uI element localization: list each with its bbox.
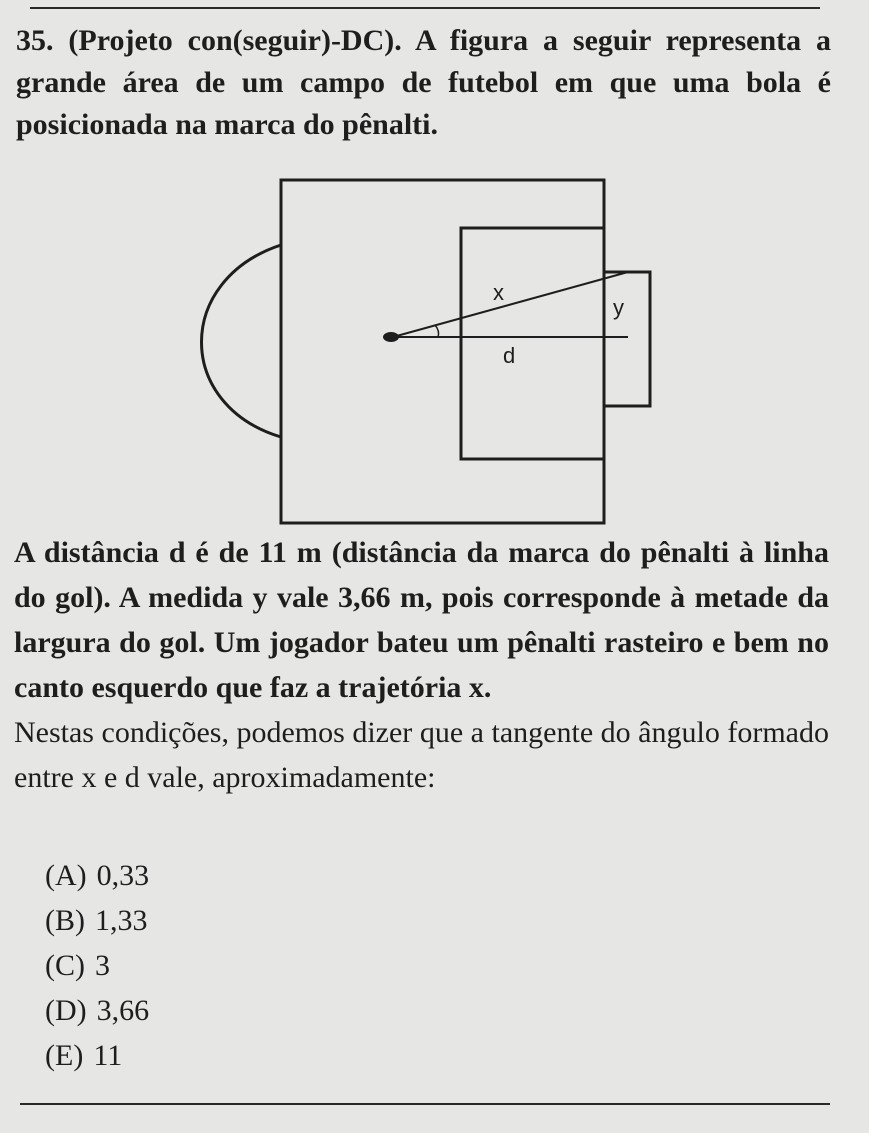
top-rule (30, 7, 820, 9)
option-value: 11 (93, 1039, 123, 1072)
penalty-area-figure (195, 175, 665, 535)
option-value: 0,33 (96, 859, 150, 892)
bottom-rule (20, 1103, 830, 1105)
option-letter: (D) (45, 994, 87, 1027)
question-header (16, 20, 831, 146)
option-letter: (A) (45, 859, 87, 892)
option-b[interactable] (45, 898, 149, 943)
question-header-text: 35. (Projeto con(seguir)-DC). A figura a seguir representa a grande área de um campo de futebol em que uma bola é posicionada na marca do pênalti. (16, 24, 831, 141)
option-value: 3 (95, 949, 110, 982)
answer-options (45, 853, 149, 1078)
option-value: 3,66 (96, 994, 150, 1027)
penalty-area-diagram (195, 175, 665, 535)
angle-arc (435, 325, 439, 337)
option-letter: (B) (45, 904, 85, 937)
paragraph-1: A distância d é de 11 m (distância da marca do pênalti à linha do gol). A medida y vale 3,66 m, pois corresponde à metade da largura do gol. Um jogador bateu um pênalti rasteiro e bem no canto esquerdo que faz a trajetória x. (14, 536, 829, 704)
option-value: 1,33 (95, 904, 148, 937)
paragraph-2: Nestas condições, podemos dizer que a tangente do ângulo formado entre x e d vale, aproximadamente: (14, 716, 829, 794)
label-d: d (503, 343, 516, 368)
label-x: x (493, 280, 504, 305)
option-e[interactable] (45, 1033, 149, 1078)
goal-box (604, 272, 650, 406)
question-body (14, 530, 829, 800)
option-letter: (C) (45, 949, 85, 982)
ball-icon (383, 332, 399, 342)
option-a[interactable] (45, 853, 149, 898)
option-letter: (E) (45, 1039, 84, 1072)
option-c[interactable] (45, 943, 149, 988)
option-d[interactable] (45, 988, 149, 1033)
label-y: y (613, 295, 624, 320)
small-area-box (461, 228, 604, 459)
penalty-arc (202, 245, 282, 437)
